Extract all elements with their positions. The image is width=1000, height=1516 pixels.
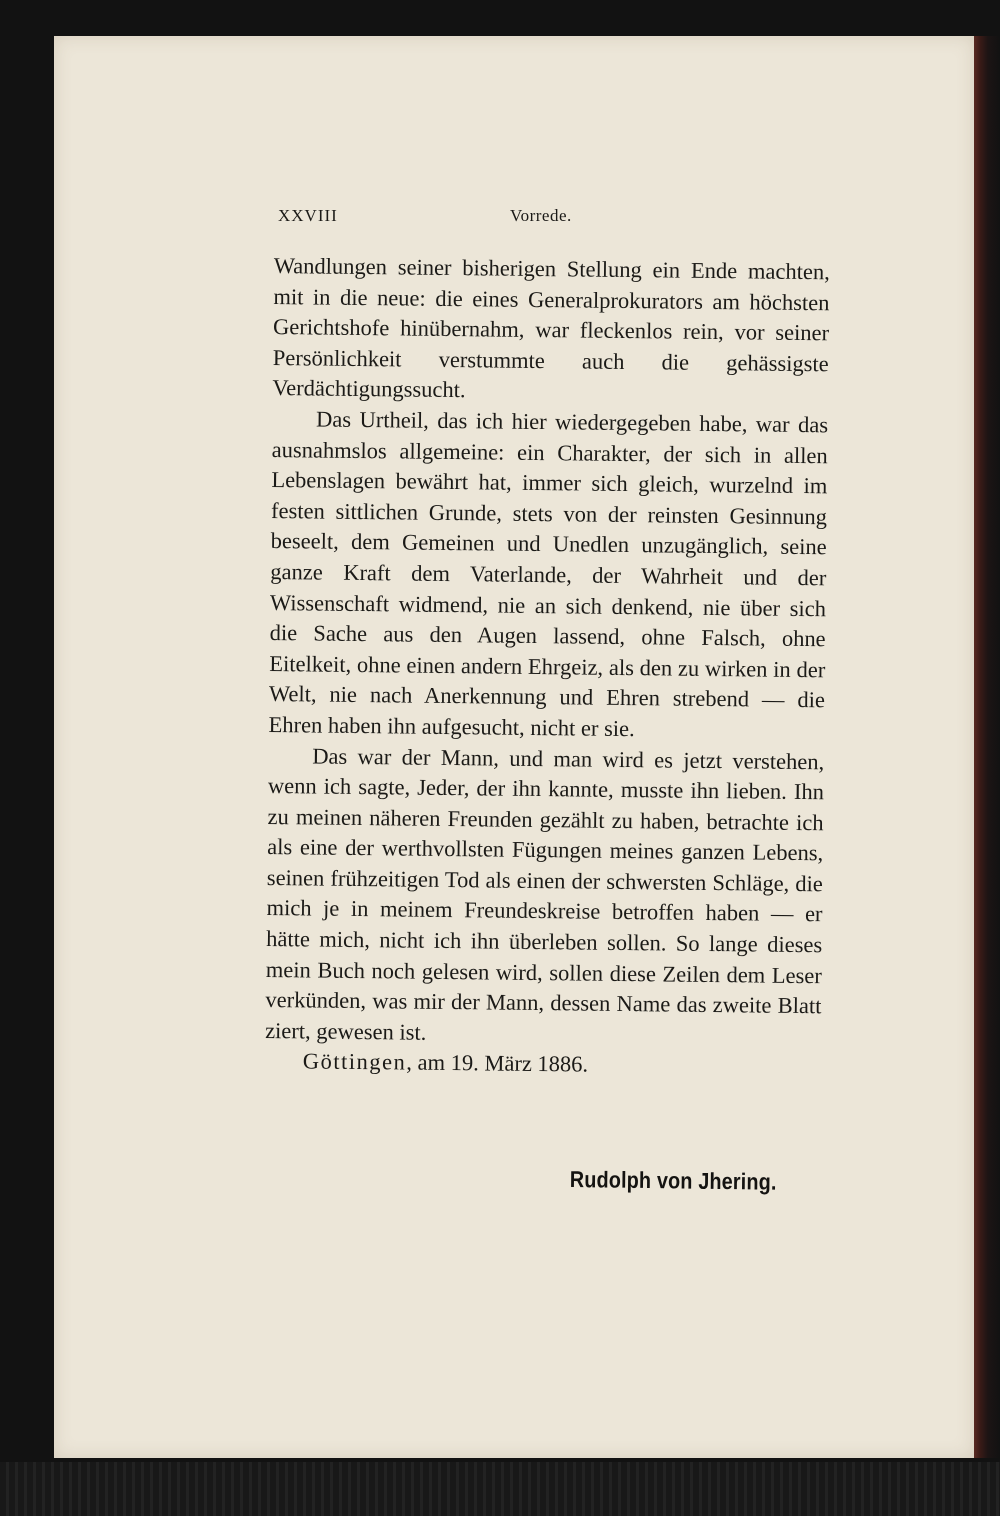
author-signature: Rudolph von Jhering. <box>569 1166 777 1195</box>
page-number: XXVIII <box>278 206 338 225</box>
running-title: Vorrede. <box>510 206 572 225</box>
paragraph-continuation: Wandlungen seiner bisherigen Stellung ein Ende machten, mit in die neue: die eines Generalprokurators am höchsten Gerichtshofe hinübernahm, war fleckenlos rein, vor seiner Persönlichkeit verstummte auch die gehässigste Verdächtigungssucht. <box>272 252 830 403</box>
body-text <box>265 251 830 1083</box>
place-name: Göttingen <box>302 1048 407 1075</box>
paragraph-tribute: Das war der Mann, und man wird es jetzt verstehen, wenn ich sagte, Jeder, der ihn kannte, musste ihn lieben. Ihn zu meinen näheren Freunden gezählt zu haben, betrachte ich als eine der werthvollsten Fügungen meines ganzen Lebens, seinen frühzeitigen Tod als einen der schwersten Schläge, die mich je in meinem Freundeskreise betroffen haben — er hätte mich, nicht ich ihn überleben sollen. So lange dieses mein Buch noch gelesen wird, sollen diese Zeilen dem Leser verkünden, was mir der Mann, dessen Name das zweite Blatt ziert, gewesen ist. <box>265 742 825 1045</box>
date-line: , am 19. März 1886. <box>406 1049 589 1078</box>
scan-bottom-band <box>0 1462 1000 1516</box>
paragraph-judgement: Das Urtheil, das ich hier wiedergegeben habe, war das ausnahmslos allgemeine: ein Charakter, der sich in allen Lebenslagen bewährt hat, immer sich gleich, wurzelnd im festen sittlichen Grunde, stets von der reinsten Gesinnung beseelt, dem Gemeinen und Unedlen unzugänglich, seine ganze Kraft dem Vaterlande, der Wahrheit und der Wissenschaft widmend, nie an sich denkend, nie über sich die Sache aus den Augen lassend, ohne Falsch, ohne Eitelkeit, ohne einen andern Ehrgeiz, als den zu wirken in der Welt, nie nach Anerkennung und Ehren strebend — die Ehren haben ihn aufgesucht, nicht er sie. <box>268 406 829 742</box>
place-and-date <box>265 1046 821 1083</box>
book-page-edge <box>974 36 1000 1458</box>
page-header <box>278 206 596 230</box>
